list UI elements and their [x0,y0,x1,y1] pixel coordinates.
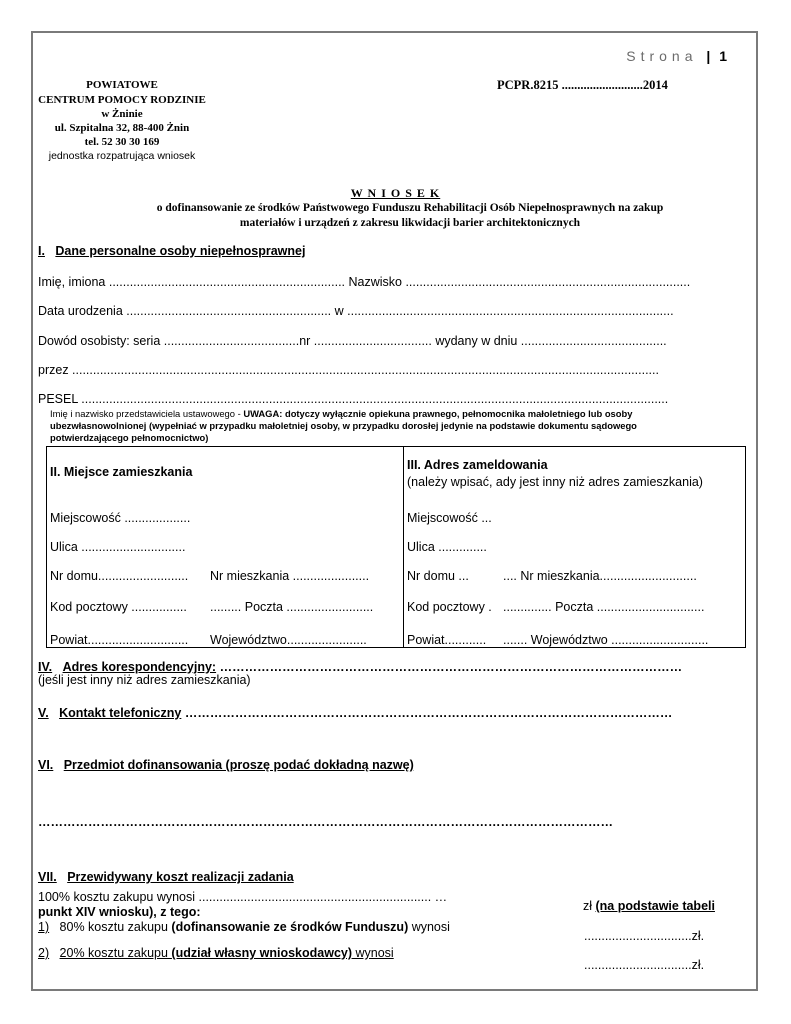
representative-note-3: potwierdzającego pełnomocnictwo) [50,432,209,443]
section-4-subtitle: (jeśli jest inny niż adres zamieszkania) [38,673,251,687]
registered-postal-field[interactable]: Kod pocztowy . [407,600,492,614]
registered-street-field[interactable]: Ulica .............. [407,540,487,554]
section-7-heading: VII. Przewidywany koszt realizacji zadania [38,870,294,884]
residence-flat-field[interactable]: Nr mieszkania ...................... [210,569,370,583]
pesel-field[interactable]: PESEL ......................................................................................................................................................................... [38,392,669,406]
total-cost-note: zł (na podstawie tabeli [583,899,715,913]
registered-city-field[interactable]: Miejscowość ... [407,511,492,525]
cost-item-2-amount[interactable]: ...............................zł. [584,958,705,972]
org-line3: w Żninie [101,108,143,120]
representative-note: Imię i nazwisko przedstawiciela ustawowego - UWAGA: dotyczy wyłącznie opiekuna prawnego, pełnomocnika małoletniego lub osoby [50,408,633,419]
registered-voivodeship-field[interactable]: ....... Województwo ............................ [503,633,709,647]
page-number: Strona | 1 [626,48,727,64]
title-line2: materiałów i urządzeń z zakresu likwidacji barier architektonicznych [239,217,581,229]
registered-post-field[interactable]: .............. Poczta ............................... [503,600,705,614]
total-cost-note-2: punkt XIV wniosku), z tego: [38,905,201,919]
table-divider [403,447,404,647]
org-line5: tel. 52 30 30 169 [84,136,160,148]
reference-number: PCPR.8215 ..........................2014 [497,78,668,92]
cost-item-2: 2) 20% kosztu zakupu (udział własny wnioskodawcy) wynosi [38,946,394,960]
residence-house-field[interactable]: Nr domu.......................... [50,569,189,583]
residence-city-field[interactable]: Miejscowość ................... [50,511,191,525]
residence-voivodeship-field[interactable]: Województwo....................... [210,633,367,647]
document-title: W N I O S E K [350,186,441,200]
org-line6: jednostka rozpatrująca wniosek [48,150,196,162]
registered-county-field[interactable]: Powiat............ [407,633,487,647]
section-1-heading: I. Dane personalne osoby niepełnosprawnej [38,244,306,258]
residence-post-field[interactable]: ......... Poczta ......................... [210,600,374,614]
title-line1: o dofinansowanie ze środków Państwowego Funduszu Rehabilitacji Osób Niepełnosprawnych na zakup [156,202,664,214]
id-document-field[interactable]: Dowód osobisty: seria .......................................nr .................................. wydany w dniu .......................................... [38,334,667,348]
residence-street-field[interactable]: Ulica .............................. [50,540,186,554]
cost-item-1: 1) 80% kosztu zakupu (dofinansowanie ze środków Funduszu) wynosi [38,920,450,934]
registered-house-field[interactable]: Nr domu ... [407,569,469,583]
section-3-heading: III. Adres zameldowania [407,458,548,472]
total-cost-field[interactable]: 100% kosztu zakupu wynosi ................................................................... … [38,890,448,904]
section-2-heading: II. Miejsce zamieszkania [50,465,193,479]
residence-postal-field[interactable]: Kod pocztowy ................ [50,600,187,614]
registered-flat-field[interactable]: .... Nr mieszkania............................ [503,569,697,583]
section-5-heading[interactable]: V. Kontakt telefoniczny ……………………………………………………………………………………………………… [38,706,673,720]
section-4-heading: IV. Adres korespondencyjny: ………………………………………………………………………………………………… [38,660,683,674]
issued-by-field[interactable]: przez ......................................................................................................................................................................... [38,363,659,377]
representative-note-2: ubezwłasnowolnionej (wypełniać w przypadku małoletniej osoby, w przypadku dorosłej jedynie na podstawie dokumentu sądowego [50,420,637,431]
residence-county-field[interactable]: Powiat............................. [50,633,189,647]
org-line4: ul. Szpitalna 32, 88-400 Żnin [54,122,190,134]
section-6-heading: VI. Przedmiot dofinansowania (proszę podać dokładną nazwę) [38,758,414,772]
cost-item-1-amount[interactable]: ...............................zł. [584,929,705,943]
section-6-answer-line[interactable]: ………………………………………………………………………………………………………………………… [38,815,613,829]
birth-field[interactable]: Data urodzenia ........................................................... w .............................................................................................. [38,304,674,318]
org-line2: CENTRUM POMOCY RODZINIE [38,94,206,106]
org-line1: POWIATOWE [86,79,158,91]
name-field[interactable]: Imię, imiona .................................................................... Nazwisko .................................................................................. [38,275,691,289]
section-3-subtitle: (należy wpisać, ady jest inny niż adres zamieszkania) [407,475,703,489]
